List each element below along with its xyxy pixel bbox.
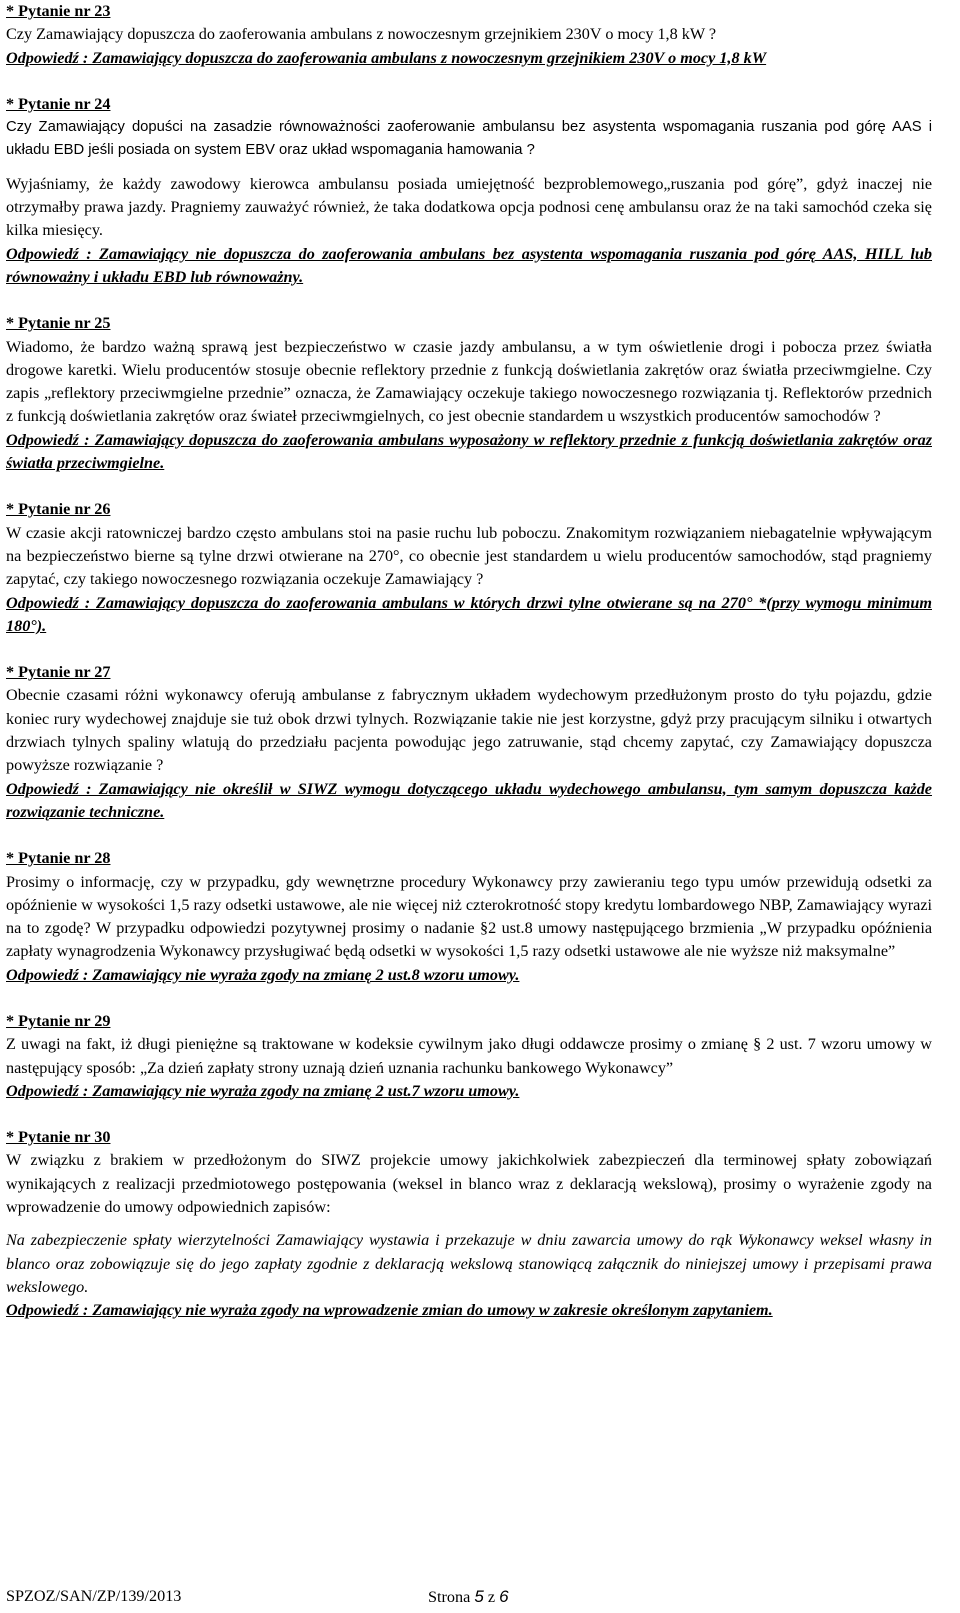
question-26	[6, 498, 932, 638]
question-text: Czy Zamawiający dopuści na zasadzie równoważności zaoferowanie ambulansu bez asystenta wspomagania ruszania pod górę AAS i układu EBD jeśli posiada on system EBV oraz układ wspomagania hamowania ?	[6, 119, 932, 159]
question-23	[6, 0, 932, 70]
page-footer	[6, 1587, 932, 1611]
proposed-clause-text: Na zabezpieczenie spłaty wierzytelności Zamawiający wystawia i przekazuje w dniu zawarcia umowy do rąk Wykonawcy weksel własny in blanco oraz zobowiązuje się do jego zapłaty zgodnie z deklaracją wekslową stanowiącą załącznik do niniejszej umowy i przepisami prawa wekslowego.	[6, 1231, 932, 1296]
question-27	[6, 661, 932, 824]
question-heading: * Pytanie nr 23	[6, 2, 111, 20]
answer-text: Odpowiedź : Zamawiający dopuszcza do zaoferowania ambulans z nowoczesnym grzejnikiem 230V o mocy 1,8 kW	[6, 48, 767, 67]
question-text: Prosimy o informację, czy w przypadku, gdy wewnętrzne procedury Wykonawcy przy zawieraniu tego typu umów przewidują odsetki za opóźnienie w wysokości 1,5 razy odsetki ustawowe, ale nie więcej niż czterokrotność stopy kredytu lombardowego NBP, Zamawiający wyrazi na to zgodę? W przypadku odpowiedzi pozytywnej prosimy o nadanie §2 ust.8 umowy następującego brzmienia „W przypadku opóźnienia zapłaty wynagrodzenia Wykonawcy przysługiwać będą odsetki w wysokości 1,5 razy odsetki ustawowe ale nie wyższe niż maksymalne”	[6, 872, 933, 961]
answer-text: Odpowiedź : Zamawiający dopuszcza do zaoferowania ambulans w których drzwi tylne otwierane są na 270° *(przy wymogu minimum 180°).	[6, 593, 932, 635]
document-reference: SPZOZ/SAN/ZP/139/2013	[6, 1587, 182, 1605]
question-text: Wiadomo, że bardzo ważną sprawą jest bezpieczeństwo w czasie jazdy ambulansu, a w tym oświetlenie drogi i pobocza przez światła drogowe karetki. Wielu producentów stosuje obecnie reflektory przednie z funkcją doświetlania zakrętów oraz światła przeciwmgielne. Czy zapis „reflektory przeciwmgielne przednie” oznacza, że Zamawiający oczekuje takiego nowoczesnego rozwiązania tj. Reflektorów przednich z funkcją doświetlania zakrętów oraz świateł przeciwmgielnych, co jest obecnie standardem u wszystkich producentów samochodów ?	[6, 337, 932, 426]
question-text: Wyjaśniamy, że każdy zawodowy kierowca ambulansu posiada umiejętność bezproblemowego„ruszania pod górę”, gdyż inaczej nie otrzymałby prawa jazdy. Pragniemy zauważyć również, że taka dodatkowa opcja podnosi cenę ambulansu oraz że na taki samochód czeka się kilka miesięcy.	[6, 174, 932, 240]
question-29	[6, 1010, 932, 1103]
question-heading: * Pytanie nr 26	[6, 500, 111, 519]
question-text: Z uwagi na fakt, iż długi pieniężne są traktowane w kodeksie cywilnym jako długi oddawcze prosimy o zmianę § 2 ust. 7 wzoru umowy w następujący sposób: „Za dzień zapłaty strony uznają dzień uznania rachunku bankowego Wykonawcy”	[6, 1035, 932, 1077]
question-heading: * Pytanie nr 29	[6, 1011, 111, 1030]
page-separator: z	[487, 1588, 496, 1606]
question-text: W związku z brakiem w przedłożonym do SIWZ projekcie umowy jakichkolwiek zabezpieczeń dla terminowej spłaty zobowiązań wynikających z realizacji przedmiotowego postępowania (weksel in blanco wraz z deklaracją wekslową), prosimy o wyrażenie zgody na wprowadzenie do umowy odpowiednich zapisów:	[6, 1151, 932, 1217]
page-total: 6	[499, 1587, 509, 1606]
answer-text: Odpowiedź : Zamawiający nie wyraża zgody na zmianę 2 ust.8 wzoru umowy.	[6, 965, 520, 984]
page-current: 5	[474, 1587, 484, 1606]
question-heading: * Pytanie nr 28	[6, 849, 111, 868]
document-page	[6, 0, 932, 1323]
answer-text: Odpowiedź : Zamawiający nie wyraża zgody na wprowadzenie zmian do umowy w zakresie określonym zapytaniem.	[6, 1301, 773, 1320]
answer-text: Odpowiedź : Zamawiający nie dopuszcza do zaoferowania ambulans bez asystenta wspomagania ruszania pod górę AAS, HILL lub równoważny i układu EBD lub równoważny.	[6, 244, 932, 286]
page-number	[428, 1587, 509, 1607]
answer-text: Odpowiedź : Zamawiający nie wyraża zgody na zmianę 2 ust.7 wzoru umowy.	[6, 1081, 520, 1100]
answer-text: Odpowiedź : Zamawiający dopuszcza do zaoferowania ambulans wyposażony w reflektory przednie z funkcją doświetlania zakrętów oraz światła przeciwmgielne.	[6, 430, 932, 473]
question-text: W czasie akcji ratowniczej bardzo często ambulans stoi na pasie ruchu lub poboczu. Znakomitym rozwiązaniem niebagatelnie wpływającym na bezpieczeństwo bierne są tylne drzwi otwierane na 270°, co obecnie jest standardem u wielu producentów samochodów, stąd pragniemy zapytać, czy takiego nowoczesnego rozwiązania oczekuje Zamawiający ?	[6, 523, 932, 589]
question-text: Czy Zamawiający dopuszcza do zaoferowania ambulans z nowoczesnym grzejnikiem 230V o mocy 1,8 kW ?	[6, 25, 717, 44]
question-heading: * Pytanie nr 27	[6, 663, 111, 682]
question-heading: * Pytanie nr 24	[6, 94, 111, 113]
question-30	[6, 1126, 932, 1322]
question-28	[6, 847, 932, 987]
answer-text: Odpowiedź : Zamawiający nie określił w SIWZ wymogu dotyczącego układu wydechowego ambulansu, tym samym dopuszcza każde rozwiązanie techniczne.	[6, 779, 932, 821]
question-25	[6, 312, 932, 475]
question-heading: * Pytanie nr 25	[6, 314, 111, 333]
page-word: Strona	[428, 1588, 471, 1606]
question-24	[6, 93, 932, 289]
question-heading: * Pytanie nr 30	[6, 1128, 111, 1147]
question-text: Obecnie czasami różni wykonawcy oferują ambulanse z fabrycznym układem wydechowym przedłużonym prosto do tyłu pojazdu, gdzie koniec rury wydechowej znajduje sie tuż obok drzwi tylnych. Rozwiązanie takie nie jest korzystne, gdyż przy pracującym silniku i otwartych drzwiach tylnych spaliny wlatują do przedziału pacjenta powodując jego zatruwanie, stąd chcemy zapytać, czy Zamawiający dopuszcza powyższe rozwiązanie ?	[6, 686, 932, 775]
